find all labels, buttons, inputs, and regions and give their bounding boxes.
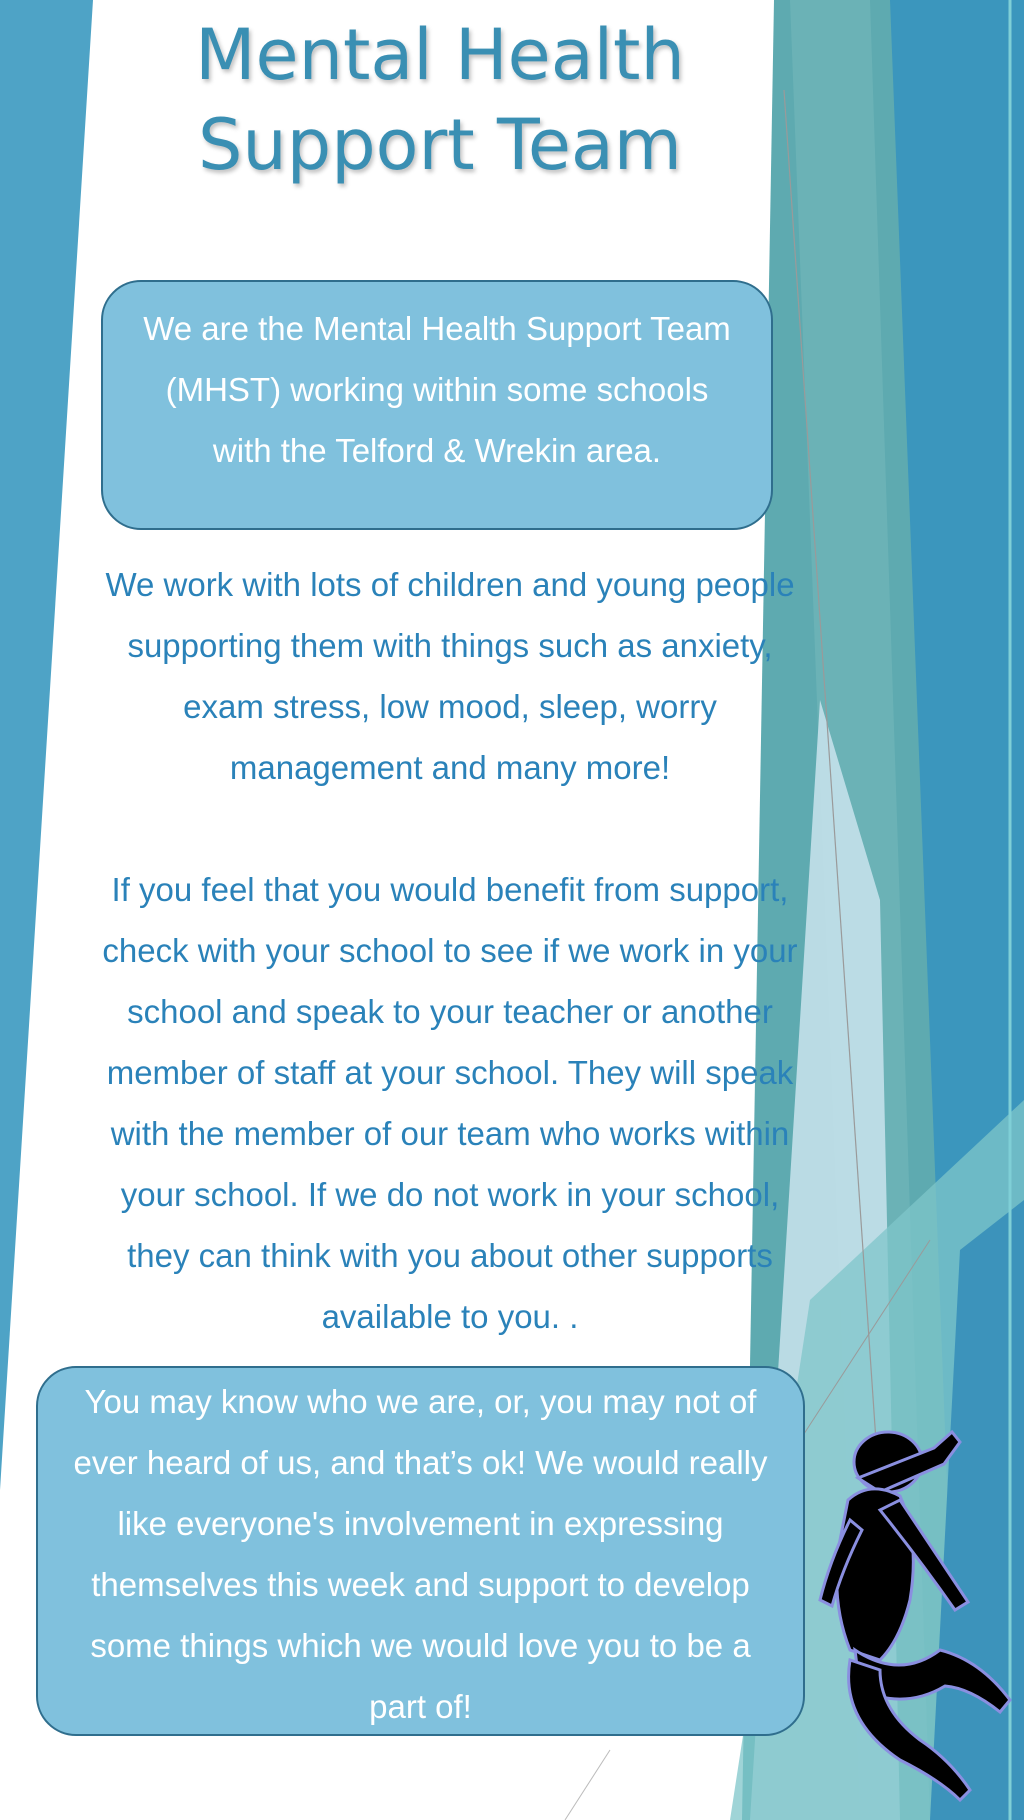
paragraph-line: supporting them with things such as anxiety, [127, 627, 773, 664]
title-line-2: Support Team [198, 104, 682, 186]
how-to-get-support-paragraph [70, 859, 830, 1347]
paragraph-line: If you feel that you would benefit from support, [111, 871, 789, 908]
closing-line: like everyone's involvement in expressing [117, 1505, 724, 1542]
title-line-1: Mental Health [195, 14, 685, 96]
closing-line: You may know who we are, or, you may not of [84, 1383, 757, 1420]
intro-line: with the Telford & Wrekin area. [212, 432, 662, 469]
closing-line: part of! [369, 1688, 472, 1725]
closing-box [36, 1366, 805, 1736]
paragraph-line: member of staff at your school. They will speak [106, 1054, 794, 1091]
page-title [120, 10, 760, 190]
decor-line-3 [565, 1750, 610, 1820]
paragraph-line: they can think with you about other supports [127, 1237, 773, 1274]
paragraph-line: exam stress, low mood, sleep, worry [183, 688, 717, 725]
paragraph-line: We work with lots of children and young people [105, 566, 795, 603]
paragraph-line: management and many more! [229, 749, 671, 786]
closing-line: themselves this week and support to develop [91, 1566, 750, 1603]
closing-line: ever heard of us, and that’s ok! We would really [73, 1444, 768, 1481]
intro-line: We are the Mental Health Support Team [143, 310, 731, 347]
paragraph-line: available to you. . [321, 1298, 579, 1335]
paragraph-line: your school. If we do not work in your school, [120, 1176, 780, 1213]
paragraph-line: with the member of our team who works within [110, 1115, 790, 1152]
closing-line: some things which we would love you to be a [90, 1627, 751, 1664]
intro-box [101, 280, 773, 530]
support-description-paragraph [70, 554, 830, 798]
paragraph-line: school and speak to your teacher or another [127, 993, 773, 1030]
intro-line: (MHST) working within some schools [165, 371, 709, 408]
paragraph-line: check with your school to see if we work in your [102, 932, 798, 969]
